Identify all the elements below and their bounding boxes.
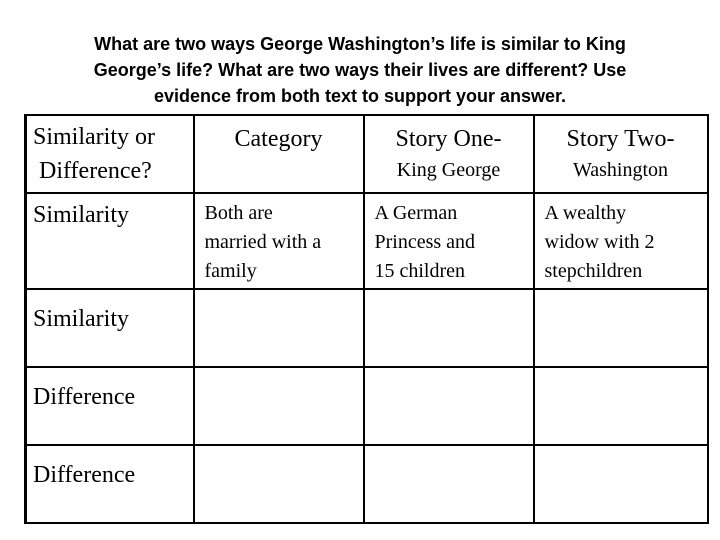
cell-line: widow with 2 [544, 231, 655, 253]
header-story-two-subtitle: Washington [572, 159, 669, 181]
story-one-cell [364, 193, 534, 289]
header-story-two [534, 115, 708, 193]
story-two-cell [534, 445, 708, 523]
cell-line: A German [374, 202, 458, 224]
header-story-two-title: Story Two- [566, 126, 675, 152]
row-label: Difference [33, 462, 136, 488]
category-cell [194, 367, 364, 445]
header-line: Difference? [39, 158, 152, 184]
header-similarity-or-difference [26, 115, 194, 193]
header-story-one-title: Story One- [395, 126, 502, 152]
cell-line: Both are [204, 202, 273, 224]
header-story-one [364, 115, 534, 193]
row-label: Difference [33, 384, 136, 410]
table-row [26, 445, 708, 523]
header-story-one-subtitle: King George [396, 159, 501, 181]
row-label: Similarity [33, 306, 129, 332]
comparison-table [24, 114, 709, 524]
header-line: Similarity or [33, 124, 155, 150]
story-one-cell [364, 289, 534, 367]
story-one-cell [364, 445, 534, 523]
row-label-cell [26, 445, 194, 523]
story-one-cell [364, 367, 534, 445]
question-line: George’s life? What are two ways their lives are different? Use [93, 60, 627, 80]
table-row [26, 193, 708, 289]
row-label-cell [26, 367, 194, 445]
story-two-cell [534, 289, 708, 367]
category-cell [194, 193, 364, 289]
category-cell [194, 445, 364, 523]
row-label: Similarity [33, 202, 129, 228]
cell-line: 15 children [374, 260, 466, 282]
header-category [194, 115, 364, 193]
question-line: evidence from both text to support your answer. [153, 86, 567, 106]
row-label-cell [26, 193, 194, 289]
category-cell [194, 289, 364, 367]
row-label-cell [26, 289, 194, 367]
cell-line: family [204, 260, 257, 282]
table-header-row [26, 115, 708, 193]
worksheet-question [40, 31, 680, 109]
table-row [26, 367, 708, 445]
header-category-label: Category [234, 126, 323, 152]
cell-line: A wealthy [544, 202, 627, 224]
cell-line: stepchildren [544, 260, 643, 282]
story-two-cell [534, 367, 708, 445]
cell-line: married with a [204, 231, 322, 253]
question-line: What are two ways George Washington’s life is similar to King [94, 34, 626, 54]
table-row [26, 289, 708, 367]
cell-line: Princess and [374, 231, 476, 253]
story-two-cell [534, 193, 708, 289]
